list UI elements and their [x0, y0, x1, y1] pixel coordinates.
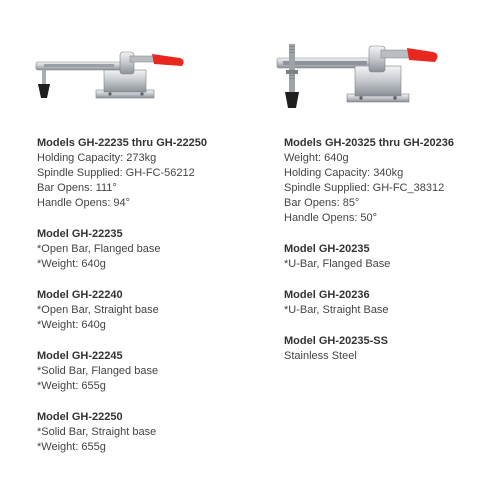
spec-block [284, 136, 494, 226]
spec-title: Models GH-20325 thru GH-20236 [284, 137, 454, 149]
spec-line: Stainless Steel [284, 350, 357, 362]
spec-line: *Weight: 655g [37, 441, 106, 453]
spec-line: *Weight: 640g [37, 319, 106, 331]
toggle-clamp-image-right [273, 36, 443, 112]
spec-line: *U-Bar, Flanged Base [284, 258, 391, 270]
spec-line: *Solid Bar, Flanged base [37, 365, 159, 377]
spec-block [284, 242, 494, 272]
spec-block [37, 410, 257, 455]
rubber-tip-icon [38, 84, 50, 98]
spec-line: *Open Bar, Flanged base [37, 243, 161, 255]
spec-title: Model GH-22235 [37, 228, 123, 240]
spec-block [37, 288, 257, 333]
spec-line: Handle Opens: 50° [284, 212, 378, 224]
spec-line: Bar Opens: 111° [37, 182, 117, 194]
spec-line: *Open Bar, Straight base [37, 304, 159, 316]
spec-title: Model GH-20235-SS [284, 335, 388, 347]
spec-line: Holding Capacity: 273kg [37, 152, 157, 164]
spec-block [37, 136, 257, 211]
spec-line: Weight: 640g [284, 152, 349, 164]
spec-block [284, 288, 494, 318]
spec-block [37, 349, 257, 394]
spec-title: Model GH-22240 [37, 289, 123, 301]
rubber-tip-icon [285, 92, 299, 108]
handle-grip-icon [152, 54, 184, 66]
spec-line: *U-Bar, Straight Base [284, 304, 389, 316]
spec-title: Model GH-20236 [284, 289, 370, 301]
spec-title: Models GH-22235 thru GH-22250 [37, 137, 207, 149]
spec-line: *Solid Bar, Straight base [37, 426, 157, 438]
handle-grip-icon [407, 48, 438, 62]
spec-line: Spindle Supplied: GH-FC-56212 [37, 167, 195, 179]
spec-title: Model GH-22245 [37, 350, 123, 362]
spec-line: *Weight: 640g [37, 258, 106, 270]
spec-title: Model GH-22250 [37, 411, 123, 423]
spec-block [37, 227, 257, 272]
toggle-clamp-image-left [30, 40, 190, 110]
spec-line: Holding Capacity: 340kg [284, 167, 404, 179]
spec-title: Model GH-20235 [284, 243, 370, 255]
left-spec-column [37, 136, 257, 471]
spec-line: Handle Opens: 94° [37, 197, 131, 209]
spec-line: Bar Opens: 85° [284, 197, 360, 209]
spec-line: Spindle Supplied: GH-FC_38312 [284, 182, 445, 194]
right-spec-column [284, 136, 494, 380]
spec-line: *Weight: 655g [37, 380, 106, 392]
spec-block [284, 334, 494, 364]
